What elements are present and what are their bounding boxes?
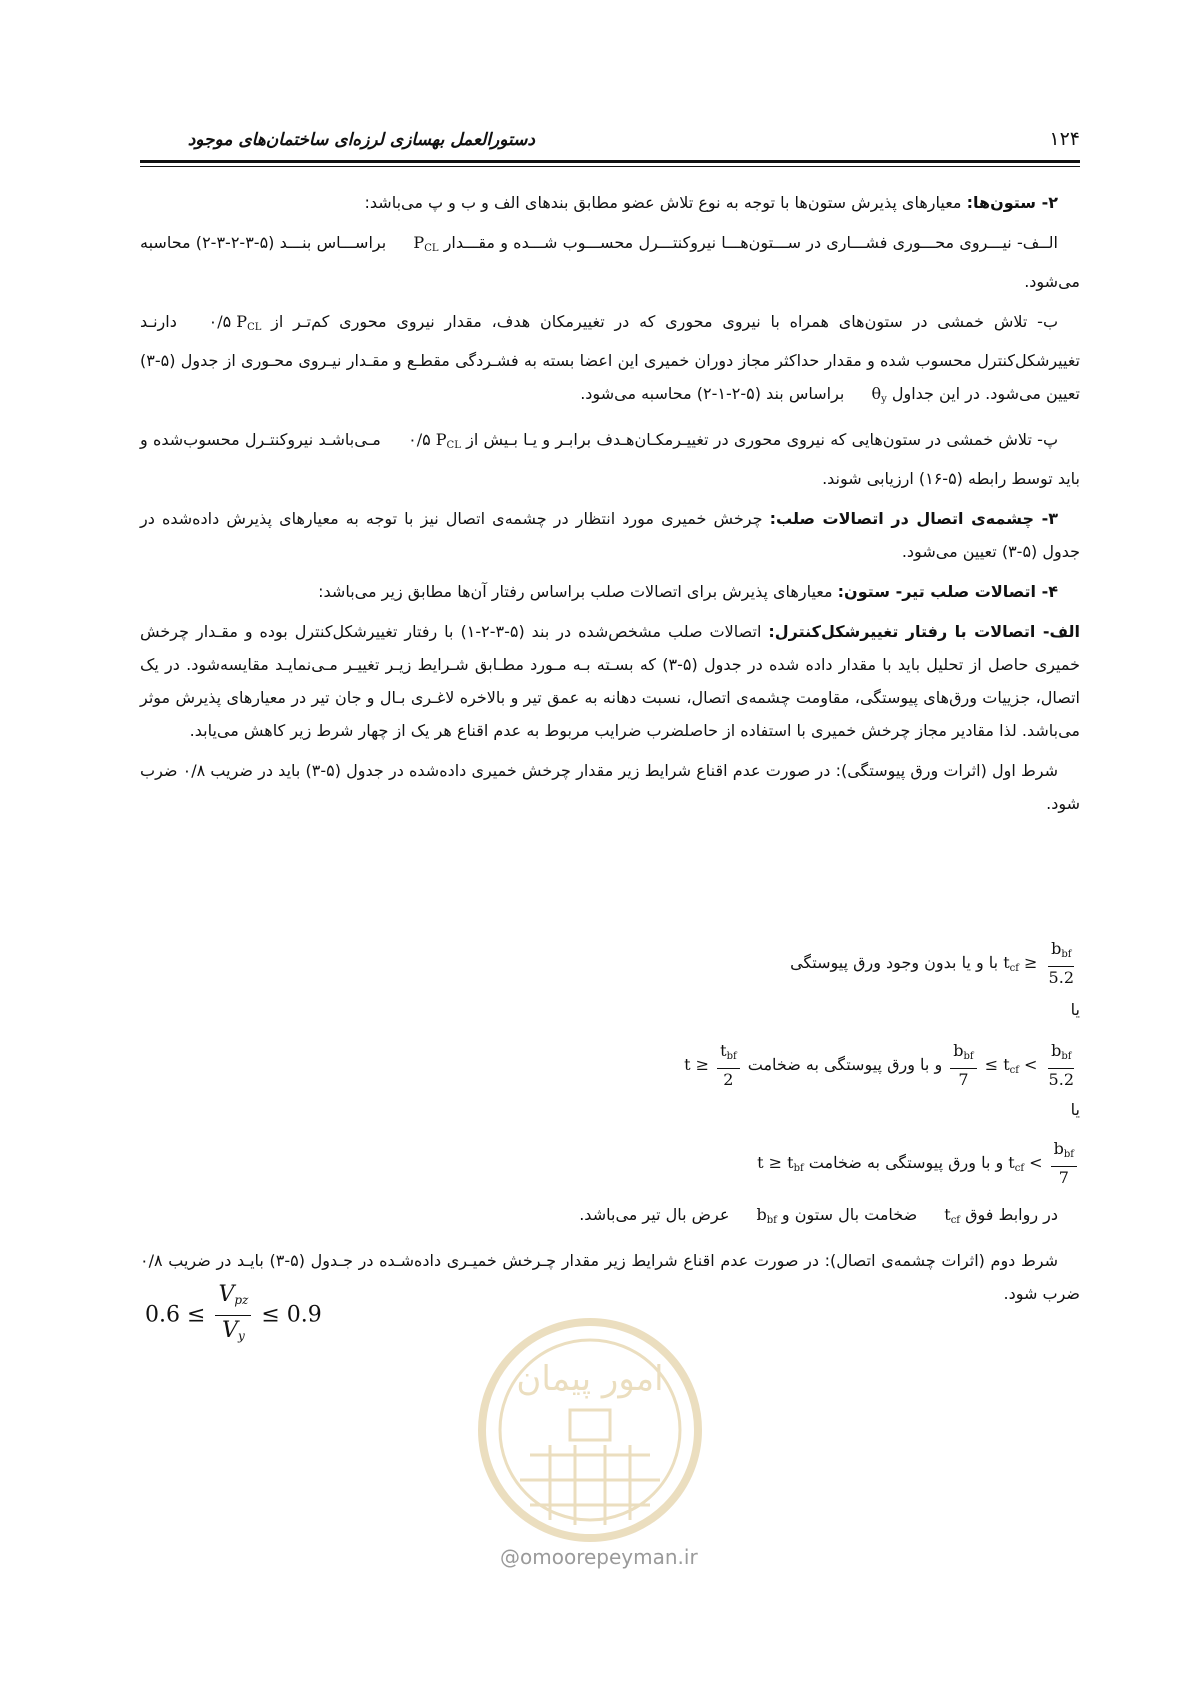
symbol-sub: CL xyxy=(247,322,262,333)
symbol-t: t xyxy=(944,1205,951,1224)
symbol-sub: bf xyxy=(963,1051,974,1062)
header-rule-thick xyxy=(140,160,1080,163)
pcl-value xyxy=(386,423,461,462)
watermark-logo-text: امور پیمان xyxy=(516,1359,664,1399)
paragraph-be xyxy=(140,305,1080,416)
symbol-t: t xyxy=(1003,953,1010,972)
formula-3 xyxy=(757,1138,1080,1189)
symbol-sub: CL xyxy=(424,243,439,254)
bbf-symbol xyxy=(734,1198,776,1237)
symbol-theta: θ xyxy=(871,384,882,403)
paragraph-text: شرط دوم (اثرات چشمه‌ی اتصال): در صورت عدم اقناع شرایط زیر مقدار چـرخش خمیـری داده‌شـده در جـدول (۵-۳) بایـد در ضریب ۰/۸ ضرب شود. xyxy=(140,1251,1080,1303)
paragraph-text: پ- تلاش خمشی در ستون‌هایی که نیروی محوری در تغییـرمکـان‌هـدف برابـر و یـا بـیش از xyxy=(460,430,1058,449)
paragraph-text: ب- تلاش خمشی در ستون‌های همراه با نیروی محوری که در تغییرمکان هدف، مقدار نیروی محوری کم‌تـر از xyxy=(261,312,1059,331)
paragraph-text: اتصالات صلب مشخص‌شده در بند (۵-۳-۲-۱) با رفتار تغییرشکل‌کنترل بوده و مقـدار چرخش خمیری حاصل از تحلیل باید با مقدار داده شده در جدول (۵-۳) که بسـته بـه مـورد مطـابق شـرایط زیـر تغییـر مـی‌نمایـد مقایسه‌شود. در یک اتصال، جزییات ورق‌های پیوستگی، مقاومت چشمه‌ی اتصال، نسبت دهانه به عمق تیر و بالاخره لاغـری بـال و جان تیر در معیارهای پذیرش موثر می‌باشد. لذا مقادیر مجاز چرخش خمیری با استفاده از حاصلضرب ضرایب مربوط به عدم اقناع هر یک از چهار شرط زیر کاهش می‌یابد. xyxy=(140,622,1081,740)
symbol-t: t xyxy=(684,1055,691,1074)
paragraph-text: عرض بال تیر می‌باشد. xyxy=(579,1205,735,1224)
eq-low: 0.6 xyxy=(145,1302,180,1328)
symbol-sub: bf xyxy=(726,1051,737,1062)
symbol-sub: bf xyxy=(1061,1051,1072,1062)
symbol-sub: y xyxy=(881,394,887,405)
heading-deformation-controlled: الف- اتصالات با رفتار تغییرشکل‌کنترل: xyxy=(768,622,1081,641)
fraction xyxy=(717,1040,740,1091)
symbol-t: t xyxy=(757,1153,764,1172)
formula-2 xyxy=(684,1040,1080,1091)
symbol-sub: bf xyxy=(1061,949,1072,960)
paragraph-text: براساس بند (۵-۲-۱-۲) محاسبه می‌شود. xyxy=(580,384,850,403)
symbol-value: ۰/۵ P xyxy=(408,430,447,449)
main-content xyxy=(140,186,1080,827)
paragraph-columns xyxy=(140,186,1080,219)
symbol-geq: ≥ xyxy=(768,1153,783,1172)
paragraph-rigid-connections xyxy=(140,575,1080,608)
formula-1-text: با و یا بدون وجود ورق پیوستگی xyxy=(790,953,1004,972)
symbol-geq: ≥ xyxy=(1024,953,1038,972)
heading-rigid-connections: ۴- اتصالات صلب تیر- ستون: xyxy=(837,582,1058,601)
fraction-den: 2 xyxy=(723,1070,734,1089)
paragraph-text: معیارهای پذیرش ستون‌ها با توجه به نوع تلاش عضو مطابق بندهای الف و ب و پ می‌باشد: xyxy=(364,193,967,212)
paragraph-text: ضخامت بال ستون و xyxy=(776,1205,923,1224)
symbol-b: b xyxy=(1053,1139,1064,1158)
pcl-symbol xyxy=(391,226,438,265)
symbol-b: b xyxy=(1051,939,1062,958)
fraction-den: 7 xyxy=(1058,1168,1069,1187)
paragraph-text: مـی‌باشـد نیروکنتـرل محسوب‌شده و باید توسط رابطه (۵-۱۶) ارزیابی شوند. xyxy=(140,430,1080,488)
tcf-symbol xyxy=(922,1198,960,1237)
fraction xyxy=(1046,938,1077,989)
symbol-geq: ≥ xyxy=(695,1055,710,1074)
symbol-sub: bf xyxy=(1063,1149,1074,1160)
formula-3-math-a xyxy=(1008,1138,1080,1189)
symbol-t: t xyxy=(787,1153,794,1172)
paragraph-deformation-controlled xyxy=(140,615,1080,747)
symbol-v: V xyxy=(218,1282,235,1307)
formula-2-text: و با ورق پیوستگی به ضخامت xyxy=(742,1055,948,1074)
watermark-site-text: omoorepeyman.ir xyxy=(520,1545,698,1569)
fraction-den: 7 xyxy=(958,1070,969,1089)
page-number: ۱۲۴ xyxy=(1049,128,1080,150)
watermark-site: @omoorepeyman.ir xyxy=(500,1545,698,1569)
fraction xyxy=(1051,1138,1077,1189)
formula-3-math-b xyxy=(757,1153,804,1174)
symbol-sub: bf xyxy=(793,1163,804,1174)
paragraph-text: دارنـد تغییرشکل‌کنترل محسوب شده و مقدار حداکثر مجاز دوران خمیری این اعضا بسته به فشـردگی مقطـع و مقـدار نیـروی محـوری از جدول (۵-۳) تعیین می‌شود. در این جداول xyxy=(140,312,1080,403)
symbol-sub: bf xyxy=(766,1215,777,1226)
panel-zone-equation xyxy=(145,1280,322,1351)
symbol-leq: ≤ xyxy=(187,1302,206,1328)
symbol-t: t xyxy=(720,1041,727,1060)
paragraph-panel-zone xyxy=(140,502,1080,568)
page-header xyxy=(140,112,1080,152)
symbol-sub: cf xyxy=(1009,963,1019,974)
fraction-num xyxy=(950,1040,976,1069)
paragraph-text: چرخش خمیری مورد انتظار در چشمه‌ی اتصال نیز با توجه به معیارهای پذیرش داده‌شده در جدول (۵-۳) تعیین می‌شود. xyxy=(140,509,1080,561)
or-label-2: یا xyxy=(1070,1100,1080,1119)
paragraph-condition-1 xyxy=(140,754,1080,820)
symbol-leq: ≤ xyxy=(984,1055,999,1074)
eq-high: 0.9 xyxy=(286,1302,322,1328)
fraction-num xyxy=(1048,1040,1074,1069)
fraction xyxy=(215,1280,251,1351)
formula-2-math-b xyxy=(684,1040,743,1091)
theta-symbol xyxy=(849,377,886,416)
symbol-b: b xyxy=(756,1205,767,1224)
paragraph-text: شرط اول (اثرات ورق پیوستگی): در صورت عدم اقناع شرایط زیر مقدار چرخش خمیری داده‌شده در جدول (۵-۳) باید در ضریب ۰/۸ ضرب شود. xyxy=(140,761,1080,813)
or-label-1: یا xyxy=(1070,1000,1080,1019)
heading-columns: ۲- ستون‌ها: xyxy=(966,193,1058,212)
symbol-sub: cf xyxy=(1014,1163,1025,1174)
symbol-lt: < xyxy=(1029,1153,1043,1172)
fraction-num xyxy=(215,1280,251,1316)
symbol-b: b xyxy=(1051,1041,1062,1060)
fraction-num xyxy=(1048,938,1074,967)
formula-2-math-a xyxy=(947,1040,1080,1091)
paragraph-text: براســـاس بنـــد (۵-۳-۲-۳-۲) محاسبه می‌شود. xyxy=(140,233,1080,291)
fraction-den: 5.2 xyxy=(1048,1070,1074,1089)
symbol-sub: y xyxy=(237,1329,245,1343)
symbol-sub: CL xyxy=(446,440,461,451)
fraction-num xyxy=(1051,1138,1077,1167)
symbol-value: ۰/۵ P xyxy=(208,312,248,331)
symbol-lt: < xyxy=(1024,1055,1038,1074)
symbol-sub: cf xyxy=(950,1215,961,1226)
symbol-leq: ≤ xyxy=(261,1302,280,1328)
pcl-value xyxy=(187,305,262,344)
symbol-v: V xyxy=(222,1318,238,1343)
symbol-sub: pz xyxy=(234,1293,249,1307)
heading-panel-zone: ۳- چشمه‌ی اتصال در اتصالات صلب: xyxy=(769,509,1058,528)
paragraph-text: در روابط فوق xyxy=(960,1205,1058,1224)
formula-1-math xyxy=(1003,938,1080,989)
paragraph-alef xyxy=(140,226,1080,298)
fraction-den xyxy=(219,1316,248,1351)
symbol-sub: cf xyxy=(1009,1065,1019,1076)
symbol-b: b xyxy=(953,1041,964,1060)
header-rule-thin xyxy=(140,166,1080,167)
fraction-den: 5.2 xyxy=(1048,968,1074,987)
paragraph-pe xyxy=(140,423,1080,495)
symbol-t: t xyxy=(1003,1055,1010,1074)
formula-3-text: و با ورق پیوستگی به ضخامت xyxy=(803,1153,1009,1172)
symbol-t: t xyxy=(1008,1153,1015,1172)
watermark-logo xyxy=(475,1315,705,1545)
paragraph-text: معیارهای پذیرش برای اتصالات صلب براساس رفتار آن‌ها مطابق زیر می‌باشد: xyxy=(318,582,838,601)
paragraph-definitions xyxy=(140,1198,1080,1237)
fraction-num xyxy=(717,1040,740,1069)
paragraph-text: الــف- نیـــروی محـــوری فشـــاری در ســـتون‌هـــا نیروکنتـــرل محســـوب شـــده و مقـــدار xyxy=(438,233,1059,252)
book-title: دستورالعمل بهسازی لرزه‌ای ساختمان‌های موجود xyxy=(187,130,535,150)
fraction xyxy=(1046,1040,1077,1091)
fraction xyxy=(950,1040,976,1091)
symbol-p: P xyxy=(413,233,425,252)
formula-1 xyxy=(790,938,1080,989)
